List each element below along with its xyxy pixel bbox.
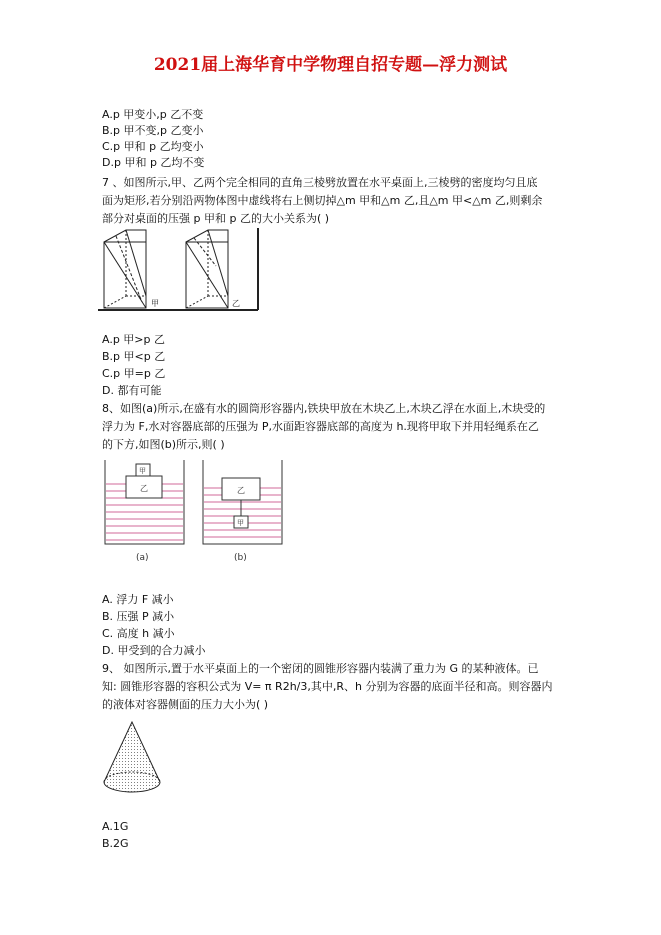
q6-option-b: B.p 甲不变,p 乙变小 (102, 124, 204, 137)
page-title: 2021届上海华育中学物理自招专题—浮力测试 (153, 55, 508, 75)
q8-label-yi-a: 乙 (140, 484, 148, 493)
q9-text-line-2: 知: 圆锥形容器的容积公式为 V= π R2h/3,其中,R、h 分别为容器的底面半径和高。则容器内 (102, 680, 553, 693)
q8-caption-b: (b) (234, 553, 247, 563)
q8-text-line-2: 浮力为 F,水对容器底部的压强为 P,水面距容器底部的高度为 h.现将甲取下并用轻绳系在乙 (102, 420, 539, 433)
q7-label-yi: 乙 (232, 299, 240, 308)
q8-option-b: B. 压强 P 减小 (102, 610, 175, 623)
q8-caption-a: (a) (136, 553, 149, 563)
q6-option-a: A.p 甲变小,p 乙不变 (102, 108, 204, 121)
q7-option-d: D. 都有可能 (102, 384, 162, 397)
q9-text-line-3: 的液体对容器侧面的压力大小为( ) (102, 698, 269, 711)
q9-cone-figure (100, 718, 165, 798)
q8-option-d: D. 甲受到的合力减小 (102, 644, 206, 657)
q7-wedge-figure (98, 226, 263, 314)
q8-label-jia-a: 甲 (139, 467, 146, 475)
q7-text-line-1: 7 、如图所示,甲、乙两个完全相同的直角三棱劈放置在水平桌面上,三棱劈的密度均匀且底 (102, 176, 538, 189)
q9-text-line-1: 9、 如图所示,置于水平桌面上的一个密闭的圆锥形容器内装满了重力为 G 的某种液体。已 (102, 662, 539, 675)
q8-text-line-3: 的下方,如图(b)所示,则( ) (102, 438, 225, 451)
q7-option-b: B.p 甲<p 乙 (102, 350, 166, 363)
q7-text-line-2: 面为矩形,若分别沿两物体图中虚线将右上侧切掉△m 甲和△m 乙,且△m 甲<△m 乙,则剩余 (102, 194, 543, 207)
q8-text-line-1: 8、如图(a)所示,在盛有水的圆筒形容器内,铁块甲放在木块乙上,木块乙浮在水面上,木块受的 (102, 402, 546, 415)
q8-container-figure (100, 458, 285, 570)
q7-label-jia: 甲 (151, 299, 159, 308)
q7-option-c: C.p 甲=p 乙 (102, 367, 166, 380)
q8-label-yi-b: 乙 (237, 486, 245, 495)
q9-option-a: A.1G (102, 820, 129, 833)
q9-option-b: B.2G (102, 837, 129, 850)
q8-option-c: C. 高度 h 减小 (102, 627, 175, 640)
q7-text-line-3: 部分对桌面的压强 p 甲和 p 乙的大小关系为( ) (102, 212, 330, 225)
q6-option-c: C.p 甲和 p 乙均变小 (102, 140, 204, 153)
q6-option-d: D.p 甲和 p 乙均不变 (102, 156, 205, 169)
q7-option-a: A.p 甲>p 乙 (102, 333, 166, 346)
q8-label-jia-b: 甲 (237, 519, 244, 527)
q8-option-a: A. 浮力 F 减小 (102, 593, 174, 606)
